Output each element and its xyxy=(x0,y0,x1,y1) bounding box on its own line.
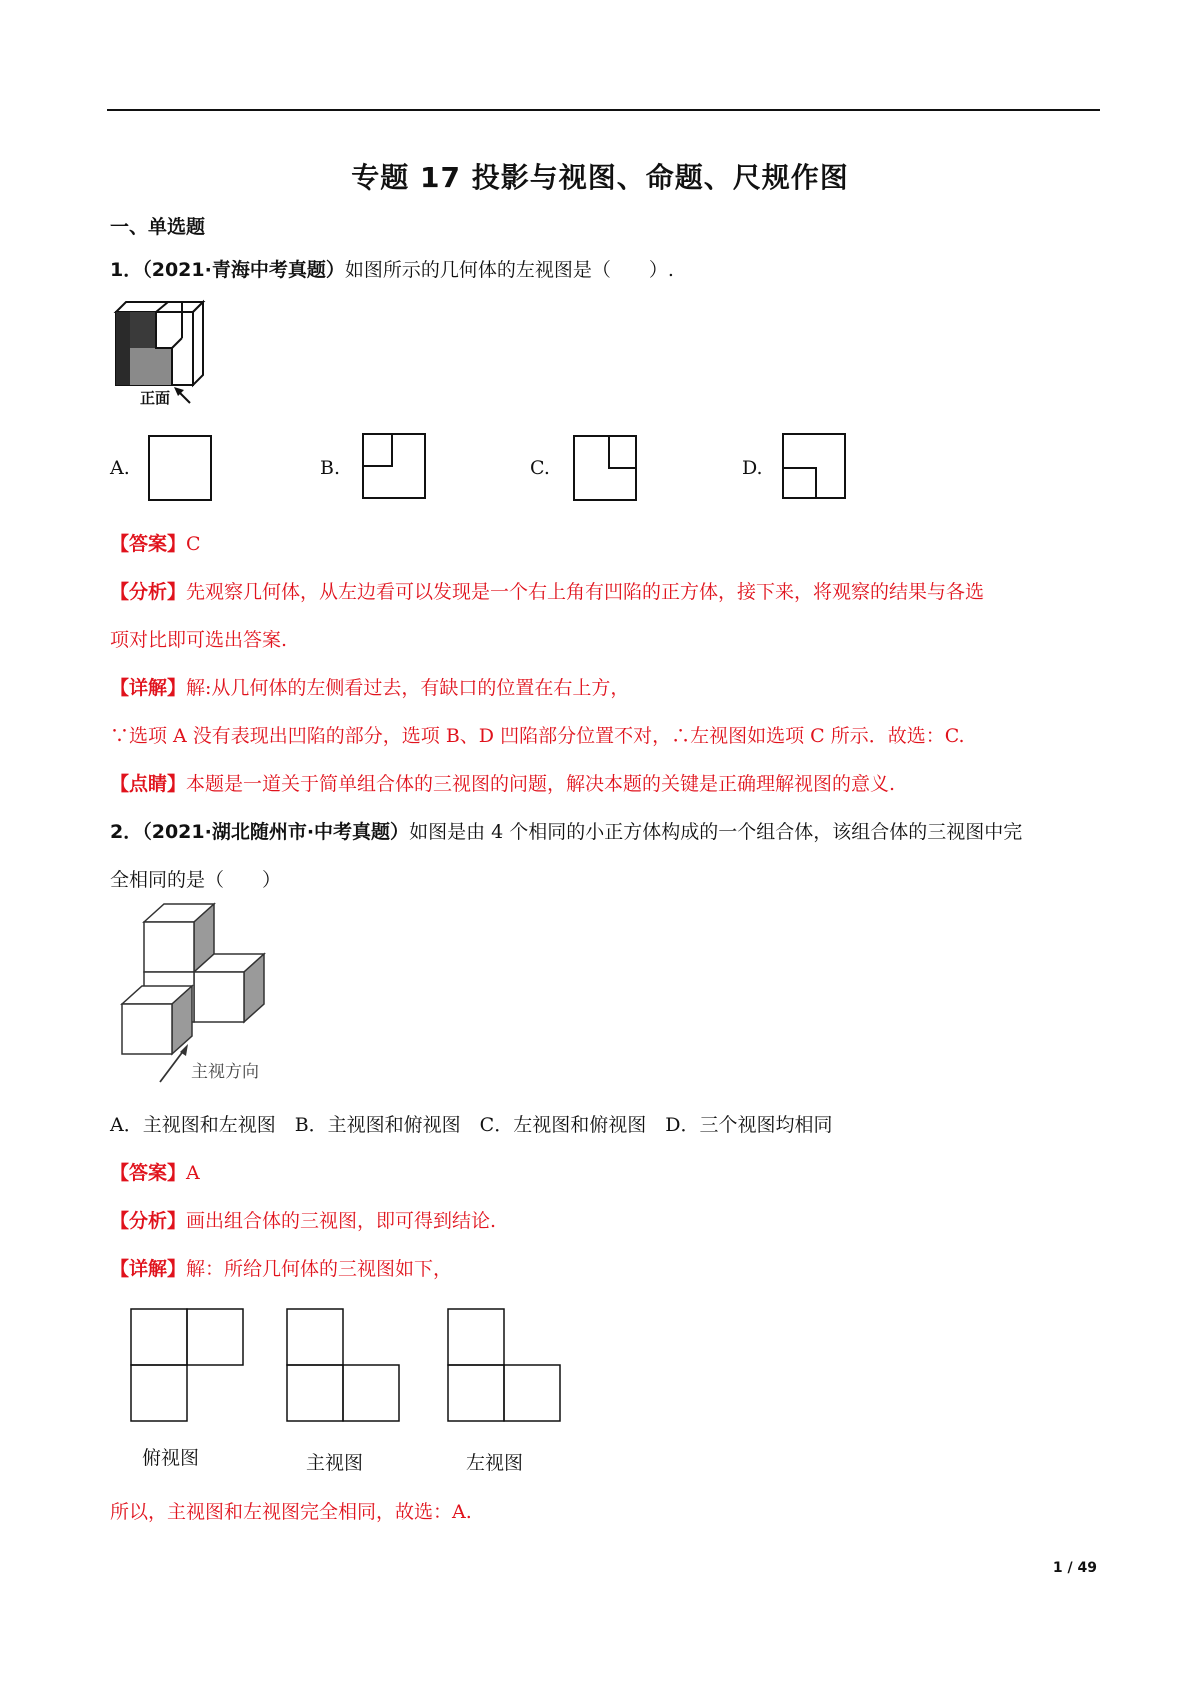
q1-answer-tag: 【答案】 xyxy=(110,533,187,555)
q2-answer-tag: 【答案】 xyxy=(110,1162,187,1184)
page-title: 专题 17 投影与视图、命题、尺规作图 xyxy=(351,161,849,194)
q1-analysis-line1: 先观察几何体，从左边看可以发现是一个右上角有凹陷的正方体，接下来，将观察的结果与各选 xyxy=(186,581,985,603)
q2-top-view-label: 俯视图 xyxy=(142,1447,200,1469)
page-number: 1 / 49 xyxy=(1052,1560,1097,1576)
q2-detail-tag: 【详解】 xyxy=(110,1258,187,1280)
q2-analysis xyxy=(110,1206,496,1233)
header-rule xyxy=(107,109,1100,111)
q1-comment-tag: 【点睛】 xyxy=(110,773,187,795)
q1-option-d-label: D. xyxy=(742,457,763,479)
q1-detail-line1: 解:从几何体的左侧看过去，有缺口的位置在右上方， xyxy=(186,677,630,699)
q1-question: 如图所示的几何体的左视图是（ ）. xyxy=(344,259,674,281)
q2-answer xyxy=(110,1158,200,1185)
q1-option-c-figure xyxy=(573,435,637,501)
q1-option-a-figure xyxy=(148,435,212,501)
q1-detail xyxy=(110,673,629,700)
q2-left-view-figure xyxy=(447,1308,563,1424)
q2-left-view-label: 左视图 xyxy=(466,1452,524,1474)
q1-analysis-line2: 项对比即可选出答案. xyxy=(110,629,288,651)
q1-option-a-label: A. xyxy=(110,457,130,479)
q2-analysis-tag: 【分析】 xyxy=(110,1210,187,1232)
q2-options: A．主视图和左视图 B．主视图和俯视图 C．左视图和俯视图 D．三个视图均相同 xyxy=(110,1114,833,1136)
q2-stem-line1: 如图是由 4 个相同的小正方体构成的一个组合体，该组合体的三视图中完 xyxy=(409,821,1023,843)
q1-number: 1． xyxy=(110,259,143,281)
q2-detail-text: 解：所给几何体的三视图如下， xyxy=(186,1258,453,1280)
q1-answer-value: C xyxy=(186,533,201,555)
q1-option-d-figure xyxy=(782,433,846,499)
section-heading: 一、单选题 xyxy=(110,216,206,238)
q1-answer xyxy=(110,529,201,556)
q1-option-b-label: B. xyxy=(320,457,341,479)
q1-stem xyxy=(110,255,674,282)
q1-analysis xyxy=(110,577,984,604)
q1-source: （2021·青海中考真题） xyxy=(142,259,345,281)
q2-stem-line2: 全相同的是（ ） xyxy=(110,869,282,891)
q1-detail-tag: 【详解】 xyxy=(110,677,187,699)
q2-analysis-text: 画出组合体的三视图，即可得到结论. xyxy=(186,1210,497,1232)
q2-answer-value: A xyxy=(186,1162,200,1184)
q2-top-view-figure xyxy=(130,1308,246,1424)
q1-comment xyxy=(110,769,895,796)
q1-option-b-figure xyxy=(362,433,426,499)
q1-figure-caption: 正面 xyxy=(140,389,171,407)
q2-stem xyxy=(110,817,1022,844)
q1-comment-text: 本题是一道关于简单组合体的三视图的问题，解决本题的关键是正确理解视图的意义. xyxy=(186,773,896,795)
q1-analysis-tag: 【分析】 xyxy=(110,581,187,603)
q2-front-view-figure xyxy=(286,1308,402,1424)
q2-front-view-label: 主视图 xyxy=(306,1452,364,1474)
q1-detail-line2: ∵选项 A 没有表现出凹陷的部分，选项 B、D 凹陷部分位置不对，∴左视图如选项 C 所示．故选：C. xyxy=(110,725,965,747)
q2-conclusion: 所以，主视图和左视图完全相同，故选：A. xyxy=(110,1501,472,1523)
q2-number: 2． xyxy=(110,821,143,843)
q1-option-c-label: C. xyxy=(530,457,550,479)
q2-source: （2021·湖北随州市·中考真题） xyxy=(142,821,410,843)
q2-figure-caption: 主视方向 xyxy=(191,1062,259,1082)
q2-detail xyxy=(110,1254,452,1281)
